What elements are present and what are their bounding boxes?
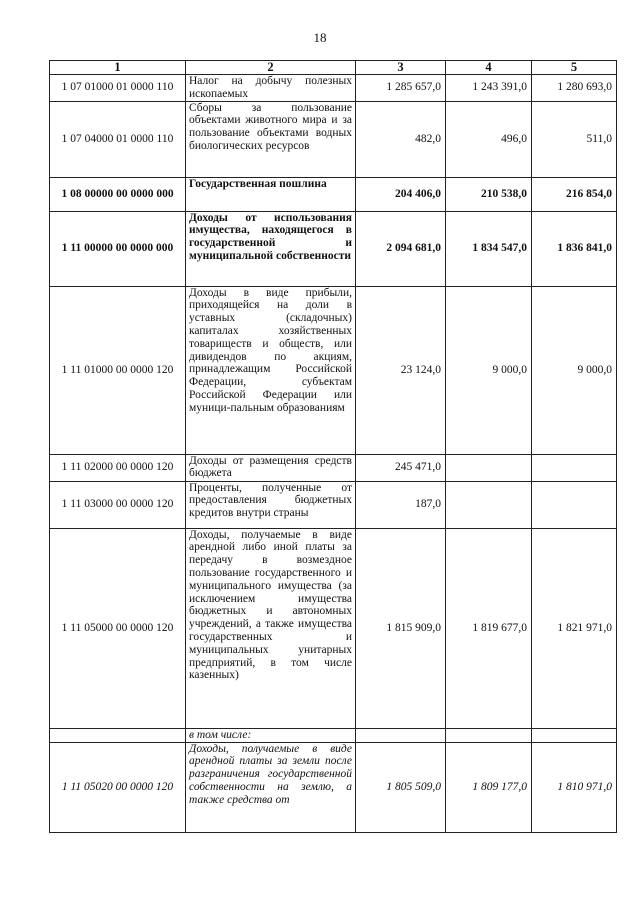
table-row [50, 728, 617, 742]
row-name: Доходы от использования имущества, находящегося в государственной и муниципальной собственности [186, 211, 356, 286]
table-row [50, 481, 617, 528]
row-name: Доходы от размещения средств бюджета [186, 454, 356, 481]
row-value-5: 1 836 841,0 [532, 211, 617, 286]
row-value-4: 1 834 547,0 [446, 211, 532, 286]
row-value-4 [446, 481, 532, 528]
row-value-4 [446, 454, 532, 481]
row-value-3 [356, 728, 446, 742]
table-row [50, 75, 617, 102]
row-value-5: 216 854,0 [532, 177, 617, 211]
table-row [50, 101, 617, 177]
row-value-3: 204 406,0 [356, 177, 446, 211]
col-header-1: 1 [50, 61, 186, 75]
row-name: Доходы, получаемые в виде арендной либо иной платы за передачу в возмездное пользование государственного и муниципального имущества (за исключением имущества бюджетных и автономных учреждений, а также имущества государственных и муниципальных унитарных предприятий, в том числе казенных) [186, 528, 356, 728]
table-row [50, 454, 617, 481]
table-row [50, 742, 617, 832]
row-value-3: 187,0 [356, 481, 446, 528]
row-value-3: 1 815 909,0 [356, 528, 446, 728]
row-name: Сборы за пользование объектами животного мира и за пользование объектами водных биологических ресурсов [186, 101, 356, 177]
revenue-table [49, 60, 617, 833]
row-value-4: 1 809 177,0 [446, 742, 532, 832]
col-header-3: 3 [356, 61, 446, 75]
row-value-3: 1 805 509,0 [356, 742, 446, 832]
row-name: в том числе: [186, 728, 356, 742]
row-value-5: 9 000,0 [532, 286, 617, 454]
row-value-5 [532, 454, 617, 481]
row-value-3: 482,0 [356, 101, 446, 177]
col-header-2: 2 [186, 61, 356, 75]
row-name: Доходы, получаемые в виде арендной платы за земли после разграничения государственной собственности на землю, а также средства от [186, 742, 356, 832]
col-header-5: 5 [532, 61, 617, 75]
row-code: 1 11 03000 00 0000 120 [50, 481, 186, 528]
row-code: 1 11 02000 00 0000 120 [50, 454, 186, 481]
row-value-3: 2 094 681,0 [356, 211, 446, 286]
row-value-5: 1 821 971,0 [532, 528, 617, 728]
table-row [50, 528, 617, 728]
row-code: 1 11 05020 00 0000 120 [50, 742, 186, 832]
row-value-3: 23 124,0 [356, 286, 446, 454]
row-name: Доходы в виде прибыли, приходящейся на доли в уставных (складочных) капиталах хозяйственных товариществ и обществ, или дивидендов по акциям, принадлежащим Российской Федерации, субъектам Российской Федерации или муници-пальным образованиям [186, 286, 356, 454]
row-value-5 [532, 481, 617, 528]
row-name: Государственная пошлина [186, 177, 356, 211]
row-value-4: 1 243 391,0 [446, 75, 532, 102]
row-code [50, 728, 186, 742]
row-value-4: 496,0 [446, 101, 532, 177]
row-value-4: 1 819 677,0 [446, 528, 532, 728]
row-value-3: 1 285 657,0 [356, 75, 446, 102]
row-code: 1 07 01000 01 0000 110 [50, 75, 186, 102]
row-code: 1 11 01000 00 0000 120 [50, 286, 186, 454]
row-name: Проценты, полученные от предоставления бюджетных кредитов внутри страны [186, 481, 356, 528]
row-code: 1 11 00000 00 0000 000 [50, 211, 186, 286]
table-row [50, 286, 617, 454]
row-value-5 [532, 728, 617, 742]
row-value-5: 1 810 971,0 [532, 742, 617, 832]
row-value-5: 1 280 693,0 [532, 75, 617, 102]
row-value-3: 245 471,0 [356, 454, 446, 481]
row-code: 1 07 04000 01 0000 110 [50, 101, 186, 177]
row-value-4: 210 538,0 [446, 177, 532, 211]
row-code: 1 08 00000 00 0000 000 [50, 177, 186, 211]
col-header-4: 4 [446, 61, 532, 75]
page-number: 18 [313, 30, 327, 45]
table-row [50, 177, 617, 211]
row-code: 1 11 05000 00 0000 120 [50, 528, 186, 728]
row-value-5: 511,0 [532, 101, 617, 177]
row-value-4: 9 000,0 [446, 286, 532, 454]
table-row [50, 211, 617, 286]
table-header-row [50, 61, 617, 75]
row-name: Налог на добычу полезных ископаемых [186, 75, 356, 102]
row-value-4 [446, 728, 532, 742]
